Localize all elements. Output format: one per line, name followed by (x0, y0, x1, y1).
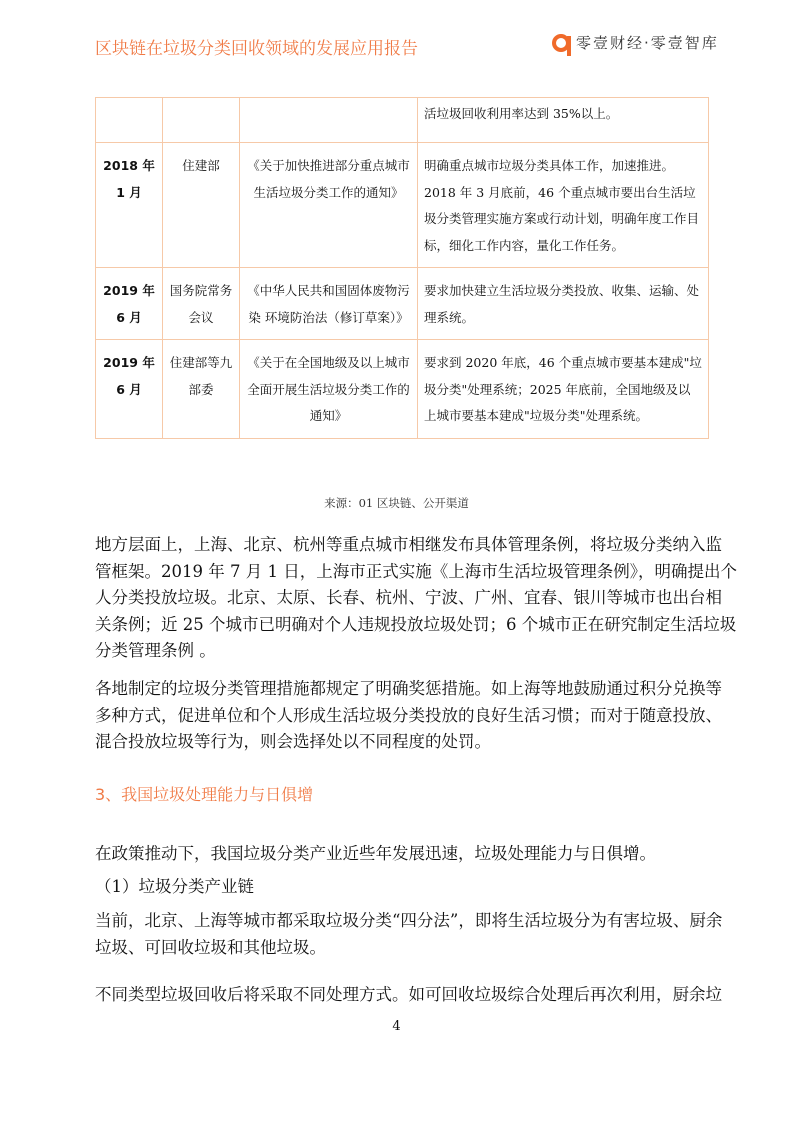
date-cell: 2018 年 1 月 (96, 143, 163, 268)
text-line: （1）垃圾分类产业链 (95, 877, 254, 896)
agency-cell: 住建部 (163, 143, 240, 268)
document-cell: 《关于在全国地级及以上城市全面开展生活垃圾分类工作的通知》 (240, 340, 418, 439)
content-cell: 要求到 2020 年底，46 个重点城市要基本建成"垃圾分类"处理系统；2025 年底前，全国地级及以上城市要基本建成"垃圾分类"处理系统。 (418, 340, 709, 439)
text-line: 关条例；近 25 个城市已明确对个人违规投放垃圾处罚；6 个城市正在研究制定生活垃圾 (95, 614, 737, 634)
subheading-industry-chain (95, 874, 708, 901)
text-line: 不同类型垃圾回收后将采取不同处理方式。如可回收垃圾综合处理后再次利用，厨余垃 (95, 985, 722, 1004)
text-line: 人分类投放垃圾。北京、太原、长春、杭州、宁波、广州、宜春、银川等城市也出台相 (95, 588, 722, 607)
text-line: 分类管理条例 。 (95, 641, 216, 660)
paragraph-reward-punishment (95, 676, 722, 756)
policy-table (95, 97, 709, 439)
paragraph-processing-methods (95, 982, 722, 1009)
report-title: 区块链在垃圾分类回收领域的发展应用报告 (95, 39, 418, 59)
paragraph-industry-growth (95, 841, 708, 868)
table-row (96, 268, 709, 340)
logo-icon (552, 34, 570, 52)
paragraph-four-categories (95, 908, 723, 961)
paragraph-local-regulations (95, 532, 737, 665)
text-line: 当前，北京、上海等城市都采取垃圾分类“四分法”，即将生活垃圾分为有害垃圾、厨余 (95, 911, 723, 930)
text-line: 管框架。2019 年 7 月 1 日，上海市正式实施《上海市生活垃圾管理条例》，明确提出个 (95, 561, 737, 581)
page-number: 4 (392, 1019, 401, 1034)
content-cell: 活垃圾回收利用率达到 35%以上。 (418, 98, 709, 143)
text-line: 各地制定的垃圾分类管理措施都规定了明确奖惩措施。如上海等地鼓励通过积分兑换等 (95, 679, 722, 698)
table-row (96, 98, 709, 143)
date-cell: 2019 年 6 月 (96, 268, 163, 340)
text-line: 在政策推动下，我国垃圾分类产业近些年发展迅速，垃圾处理能力与日俱增。 (95, 844, 656, 863)
text-line: 垃圾、可回收垃圾和其他垃圾。 (95, 937, 326, 957)
logo-text: 零壹财经·零壹智库 (576, 34, 719, 52)
section-heading: 3、我国垃圾处理能力与日俱增 (95, 785, 314, 804)
table-row (96, 143, 709, 268)
table-row (96, 340, 709, 439)
agency-cell: 国务院常务会议 (163, 268, 240, 340)
text-line: 多种方式，促进单位和个人形成生活垃圾分类投放的良好生活习惯；而对于随意投放、 (95, 705, 722, 725)
document-cell: 《中华人民共和国固体废物污染 环境防治法（修订草案）》 (240, 268, 418, 340)
agency-cell (163, 98, 240, 143)
publisher-logo (552, 32, 719, 53)
table-source: 来源：01 区块链、公开渠道 (324, 496, 469, 510)
date-cell: 2019 年 6 月 (96, 340, 163, 439)
content-cell: 要求加快建立生活垃圾分类投放、收集、运输、处理系统。 (418, 268, 709, 340)
date-cell (96, 98, 163, 143)
text-line: 混合投放垃圾等行为，则会选择处以不同程度的处罚。 (95, 732, 491, 751)
document-cell: 《关于加快推进部分重点城市生活垃圾分类工作的通知》 (240, 143, 418, 268)
content-cell: 明确重点城市垃圾分类具体工作，加速推进。2018 年 3 月底前，46 个重点城市要出台生活垃圾分类管理实施方案或行动计划，明确年度工作目标，细化工作内容，量化工作任务。 (418, 143, 709, 268)
agency-cell: 住建部等九部委 (163, 340, 240, 439)
document-cell (240, 98, 418, 143)
text-line: 地方层面上，上海、北京、杭州等重点城市相继发布具体管理条例，将垃圾分类纳入监 (95, 535, 722, 554)
